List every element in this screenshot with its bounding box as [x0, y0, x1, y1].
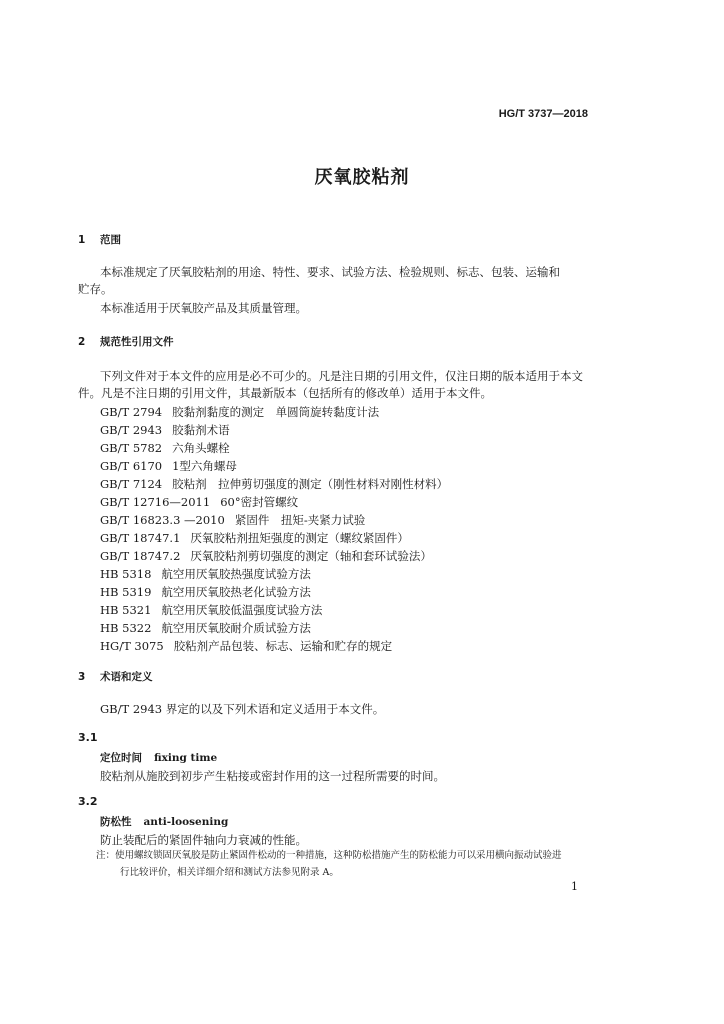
- reference-item: [100, 638, 392, 654]
- section-title: 规范性引用文件: [100, 336, 174, 348]
- reference-item: [100, 620, 311, 636]
- section-3-heading: [78, 669, 153, 684]
- s1-para1-line2: 贮存。: [78, 282, 113, 296]
- reference-title: 厌氧胶粘剂剪切强度的测定（轴和套环试验法）: [190, 549, 432, 563]
- page-title: 厌氧胶粘剂: [314, 167, 410, 188]
- section-title: 范围: [100, 234, 121, 246]
- reference-item: [100, 530, 409, 546]
- reference-title: 胶黏剂黏度的测定 单圆筒旋转黏度计法: [172, 405, 380, 419]
- reference-code: GB/T 16823.3 —2010: [100, 513, 225, 527]
- reference-code: HB 5322: [100, 621, 152, 635]
- term-number: 3.2: [78, 795, 98, 808]
- reference-item: [100, 440, 230, 456]
- reference-code: HG/T 3075: [100, 639, 164, 653]
- reference-code: GB/T 12716—2011: [100, 495, 211, 509]
- reference-title: 胶粘剂 拉伸剪切强度的测定（刚性材料对刚性材料）: [172, 477, 449, 491]
- term-english: anti-loosening: [143, 816, 229, 828]
- s2-intro-line1: 下列文件对于本文件的应用是必不可少的。凡是注日期的引用文件，仅注日期的版本适用于本文: [100, 369, 583, 383]
- reference-item: [100, 584, 311, 600]
- reference-code: GB/T 2794: [100, 405, 163, 419]
- reference-title: 航空用厌氧胶耐介质试验方法: [161, 621, 311, 635]
- reference-item: [100, 512, 365, 528]
- reference-item: [100, 476, 448, 492]
- reference-title: 航空用厌氧胶热老化试验方法: [161, 585, 311, 599]
- reference-item: [100, 404, 379, 420]
- reference-code: GB/T 18747.1: [100, 531, 181, 545]
- reference-code: HB 5319: [100, 585, 152, 599]
- reference-title: 航空用厌氧胶热强度试验方法: [161, 567, 311, 581]
- reference-code: GB/T 5782: [100, 441, 163, 455]
- reference-item: [100, 422, 230, 438]
- reference-item: [100, 566, 311, 582]
- reference-item: [100, 494, 298, 510]
- reference-title: 胶粘剂产品包装、标志、运输和贮存的规定: [173, 639, 393, 653]
- section-number: 3: [78, 671, 86, 683]
- reference-title: 60°密封管螺纹: [220, 495, 299, 509]
- reference-code: GB/T 7124: [100, 477, 163, 491]
- section-number: 2: [78, 336, 86, 348]
- section-2-heading: [78, 334, 174, 349]
- term-chinese: 定位时间: [100, 752, 142, 764]
- term-definition: 胶粘剂从施胶到初步产生粘接或密封作用的这一过程所需要的时间。: [100, 769, 445, 783]
- term-heading: [100, 814, 228, 829]
- reference-code: GB/T 18747.2: [100, 549, 181, 563]
- section-title: 术语和定义: [100, 671, 153, 683]
- note-line2: 行比较评价，相关详细介绍和测试方法参见附录 A。: [120, 867, 339, 878]
- term-number: 3.1: [78, 731, 98, 744]
- s3-intro: GB/T 2943 界定的以及下列术语和定义适用于本文件。: [100, 702, 385, 716]
- standard-number: HG/T 3737—2018: [498, 108, 588, 120]
- reference-code: HB 5318: [100, 567, 152, 581]
- reference-title: 胶黏剂术语: [172, 423, 230, 437]
- term-heading: [100, 750, 217, 765]
- s1-para2: 本标准适用于厌氧胶产品及其质量管理。: [100, 301, 307, 315]
- page-number: 1: [571, 880, 578, 893]
- reference-code: GB/T 2943: [100, 423, 163, 437]
- note: [96, 847, 596, 881]
- section-1-heading: [78, 232, 121, 247]
- reference-title: 航空用厌氧胶低温强度试验方法: [161, 603, 323, 617]
- reference-title: 六角头螺栓: [172, 441, 230, 455]
- s2-intro-line2: 件。凡是不注日期的引用文件，其最新版本（包括所有的修改单）适用于本文件。: [78, 386, 492, 400]
- reference-title: 紧固件 扭矩-夹紧力试验: [234, 513, 366, 527]
- reference-item: [100, 602, 322, 618]
- reference-title: 1型六角螺母: [172, 459, 237, 473]
- reference-title: 厌氧胶粘剂扭矩强度的测定（螺纹紧固件）: [190, 531, 409, 545]
- term-english: fixing time: [154, 752, 218, 764]
- section-number: 1: [78, 234, 86, 246]
- reference-item: [100, 458, 237, 474]
- term-chinese: 防松性: [100, 816, 132, 828]
- reference-code: HB 5321: [100, 603, 152, 617]
- reference-code: GB/T 6170: [100, 459, 163, 473]
- note-line1: 使用螺纹锁固厌氧胶是防止紧固件松动的一种措施，这种防松措施产生的防松能力可以采用横向振动试验进: [115, 850, 562, 861]
- reference-item: [100, 548, 432, 564]
- s1-para1-line1: 本标准规定了厌氧胶粘剂的用途、特性、要求、试验方法、检验规则、标志、包装、运输和: [100, 265, 560, 279]
- note-label: 注：: [96, 850, 116, 861]
- term-definition: 防止装配后的紧固件轴向力衰减的性能。: [100, 833, 307, 847]
